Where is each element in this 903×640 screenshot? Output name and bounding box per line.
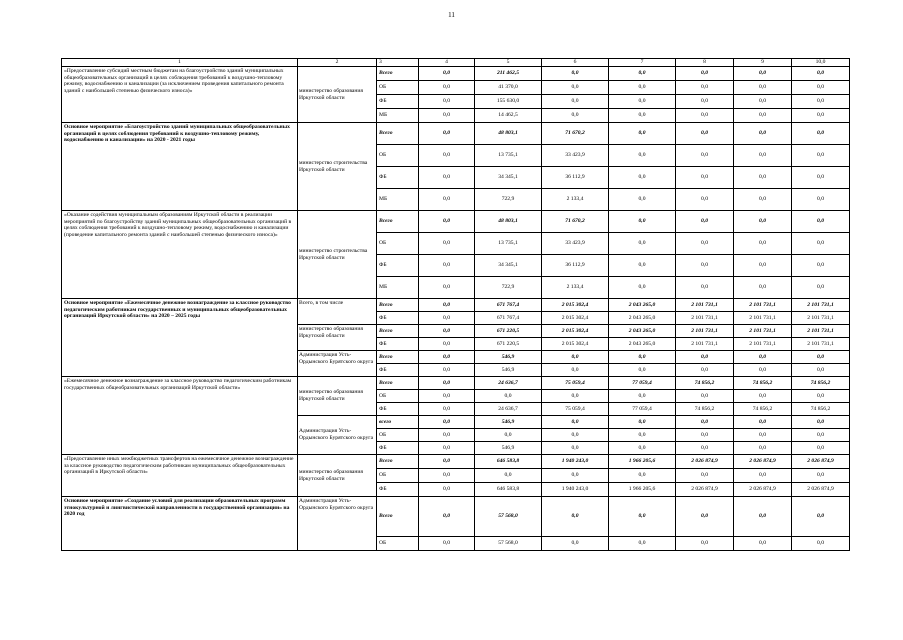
amount-cell: 0,0 [734, 351, 792, 364]
amount-cell: 0,0 [676, 81, 734, 95]
funding-source: Всего [377, 351, 419, 364]
funding-source: ОБ [377, 81, 419, 95]
amount-cell: 0,0 [542, 351, 609, 364]
amount-cell: 546,9 [475, 351, 542, 364]
executor-cell: министерство образования Иркутской области [298, 377, 377, 416]
amount-cell: 0,0 [609, 469, 676, 483]
amount-cell: 0,0 [734, 145, 792, 167]
amount-cell: 33 423,9 [542, 145, 609, 167]
funding-source: ФБ [377, 167, 419, 189]
executor-cell: министерство строительства Иркутской области [298, 123, 377, 211]
amount-cell: 1 940 243,0 [542, 455, 609, 469]
amount-cell: 57 568,0 [475, 497, 542, 537]
executor-cell: министерство образования Иркутской области [298, 67, 377, 123]
executor-cell: министерство строительства Иркутской области [298, 211, 377, 299]
funding-source: ОБ [377, 233, 419, 255]
amount-cell: 2 101 731,1 [676, 325, 734, 338]
amount-cell: 671 767,4 [475, 299, 542, 312]
amount-cell: 0,0 [734, 109, 792, 123]
executor-cell: министерство образования Иркутской области [298, 455, 377, 497]
amount-cell: 0,0 [734, 189, 792, 211]
amount-cell: 2 026 874,9 [734, 483, 792, 497]
amount-cell: 0,0 [792, 469, 850, 483]
funding-source: МБ [377, 277, 419, 299]
amount-cell: 0,0 [419, 325, 475, 338]
funding-source: ФБ [377, 364, 419, 377]
col-header: 8 [676, 59, 734, 67]
amount-cell: 0,0 [475, 469, 542, 483]
activity-description: Основное мероприятие «Создание условий для реализации образовательных программ этнокультурной и лингвистической направленности в государственной организации» на 2020 год [62, 497, 298, 551]
col-header: 10,0 [792, 59, 850, 67]
amount-cell: 0,0 [419, 312, 475, 325]
amount-cell: 0,0 [419, 255, 475, 277]
amount-cell: 0,0 [475, 390, 542, 403]
amount-cell: 2 043 265,0 [609, 312, 676, 325]
amount-cell: 0,0 [792, 167, 850, 189]
amount-cell: 0,0 [676, 277, 734, 299]
amount-cell: 0,0 [609, 95, 676, 109]
amount-cell: 2 101 731,1 [734, 299, 792, 312]
amount-cell: 2 043 265,0 [609, 325, 676, 338]
amount-cell: 0,0 [419, 211, 475, 233]
amount-cell: 0,0 [734, 211, 792, 233]
amount-cell: 0,0 [734, 442, 792, 455]
amount-cell: 0,0 [542, 67, 609, 81]
amount-cell: 0,0 [792, 390, 850, 403]
amount-cell: 546,9 [475, 364, 542, 377]
amount-cell: 0,0 [475, 429, 542, 442]
amount-cell: 0,0 [676, 109, 734, 123]
amount-cell: 0,0 [676, 233, 734, 255]
amount-cell: 0,0 [792, 255, 850, 277]
amount-cell: 722,9 [475, 189, 542, 211]
table-row [62, 497, 850, 537]
amount-cell: 0,0 [609, 277, 676, 299]
amount-cell: 33 423,9 [542, 233, 609, 255]
table-row [62, 67, 850, 81]
amount-cell: 646 583,8 [475, 455, 542, 469]
amount-cell: 0,0 [419, 455, 475, 469]
amount-cell: 0,0 [676, 145, 734, 167]
funding-source: Всего [377, 211, 419, 233]
amount-cell: 0,0 [734, 95, 792, 109]
funding-source: ОБ [377, 390, 419, 403]
amount-cell: 0,0 [419, 497, 475, 537]
amount-cell: 2 101 731,1 [676, 338, 734, 351]
amount-cell: 0,0 [419, 338, 475, 351]
amount-cell: 0,0 [419, 416, 475, 429]
amount-cell: 2 015 302,4 [542, 338, 609, 351]
amount-cell: 0,0 [734, 233, 792, 255]
amount-cell: 0,0 [734, 390, 792, 403]
table-body [62, 67, 850, 551]
amount-cell: 211 462,5 [475, 67, 542, 81]
amount-cell: 2 043 265,0 [609, 299, 676, 312]
amount-cell: 2 026 874,9 [792, 455, 850, 469]
amount-cell: 0,0 [792, 123, 850, 145]
executor-cell: Администрация Усть-Ордынского Бурятского округа [298, 351, 377, 377]
funding-source: Всего [377, 299, 419, 312]
amount-cell: 0,0 [419, 364, 475, 377]
amount-cell: 671 767,4 [475, 312, 542, 325]
amount-cell: 0,0 [419, 351, 475, 364]
amount-cell: 0,0 [419, 189, 475, 211]
amount-cell: 0,0 [676, 189, 734, 211]
table-row [62, 211, 850, 233]
amount-cell: 0,0 [676, 497, 734, 537]
funding-source: ФБ [377, 483, 419, 497]
amount-cell: 0,0 [676, 95, 734, 109]
amount-cell: 722,9 [475, 277, 542, 299]
amount-cell: 2 043 265,0 [609, 338, 676, 351]
amount-cell: 0,0 [792, 442, 850, 455]
amount-cell: 0,0 [734, 81, 792, 95]
amount-cell: 0,0 [676, 390, 734, 403]
amount-cell: 0,0 [792, 277, 850, 299]
amount-cell: 0,0 [792, 67, 850, 81]
table-row [62, 377, 850, 390]
amount-cell: 0,0 [792, 81, 850, 95]
amount-cell: 0,0 [542, 442, 609, 455]
funding-source: МБ [377, 189, 419, 211]
amount-cell: 646 583,8 [475, 483, 542, 497]
amount-cell: 0,0 [542, 469, 609, 483]
amount-cell: 13 735,1 [475, 145, 542, 167]
amount-cell: 2 133,4 [542, 277, 609, 299]
table-row [62, 299, 850, 312]
amount-cell: 0,0 [419, 442, 475, 455]
amount-cell: 0,0 [676, 442, 734, 455]
page-number: 11 [448, 11, 455, 19]
funding-source: ОБ [377, 145, 419, 167]
funding-source: ОБ [377, 429, 419, 442]
amount-cell: 0,0 [792, 189, 850, 211]
funding-source: Всего [377, 377, 419, 390]
amount-cell: 2 026 874,9 [734, 455, 792, 469]
budget-table [61, 58, 850, 551]
amount-cell: 546,9 [475, 442, 542, 455]
activity-description: «Ежемесячное денежное вознаграждение за классное руководство педагогическим работникам государственных общеобразовательных организаций Иркутской области» [62, 377, 298, 455]
amount-cell: 0,0 [419, 469, 475, 483]
amount-cell: 0,0 [609, 364, 676, 377]
col-header: 7 [609, 59, 676, 67]
amount-cell: 0,0 [792, 95, 850, 109]
amount-cell: 0,0 [734, 364, 792, 377]
activity-description: «Предоставление иных межбюджетных трансфертов на ежемесячное денежное вознаграждение за классное руководство педагогическим работникам муниципальных общеобразовательных организаций в Иркутской области» [62, 455, 298, 497]
amount-cell: 0,0 [609, 442, 676, 455]
amount-cell: 0,0 [734, 416, 792, 429]
amount-cell: 13 735,1 [475, 233, 542, 255]
amount-cell: 0,0 [609, 416, 676, 429]
amount-cell: 0,0 [734, 67, 792, 81]
amount-cell: 0,0 [676, 67, 734, 81]
executor-cell: министерство образования Иркутской области [298, 325, 377, 351]
amount-cell: 0,0 [676, 416, 734, 429]
amount-cell: 0,0 [792, 145, 850, 167]
amount-cell: 0,0 [792, 351, 850, 364]
funding-source: ФБ [377, 312, 419, 325]
col-header: 6 [542, 59, 609, 67]
col-header: 3 [377, 59, 419, 67]
funding-source: МБ [377, 109, 419, 123]
amount-cell: 36 112,9 [542, 255, 609, 277]
amount-cell: 0,0 [419, 483, 475, 497]
header-row [62, 59, 850, 67]
amount-cell: 74 856,2 [734, 403, 792, 416]
activity-description: Основное мероприятие «Благоустройство зданий муниципальных общеобразовательных организаций в целях соблюдения требований к воздушно-тепловому режиму, водоснабжению и канализации» на 2020 - 2021 годы [62, 123, 298, 211]
amount-cell: 0,0 [419, 67, 475, 81]
amount-cell: 2 101 731,1 [676, 299, 734, 312]
amount-cell: 74 856,2 [734, 377, 792, 390]
funding-source: ФБ [377, 338, 419, 351]
col-header: 2 [298, 59, 377, 67]
amount-cell: 0,0 [609, 537, 676, 551]
activity-description: Основное мероприятие «Ежемесячное денежное вознаграждение за классное руководство педагогическим работникам государственных и муниципальных общеобразовательных организаций Иркутской области» на 2020 – 2025 годы [62, 299, 298, 377]
amount-cell: 24 636,7 [475, 377, 542, 390]
amount-cell: 74 856,2 [792, 403, 850, 416]
amount-cell: 71 670,2 [542, 123, 609, 145]
col-header: 5 [475, 59, 542, 67]
amount-cell: 0,0 [792, 416, 850, 429]
amount-cell: 0,0 [542, 429, 609, 442]
amount-cell: 2 101 731,1 [792, 338, 850, 351]
amount-cell: 14 462,5 [475, 109, 542, 123]
amount-cell: 2 101 731,1 [734, 338, 792, 351]
amount-cell: 0,0 [734, 497, 792, 537]
amount-cell: 0,0 [419, 167, 475, 189]
amount-cell: 0,0 [419, 81, 475, 95]
amount-cell: 2 026 874,9 [676, 483, 734, 497]
col-header: 4 [419, 59, 475, 67]
amount-cell: 546,9 [475, 416, 542, 429]
amount-cell: 0,0 [734, 123, 792, 145]
amount-cell: 0,0 [676, 123, 734, 145]
amount-cell: 671 220,5 [475, 338, 542, 351]
amount-cell: 77 059,4 [609, 377, 676, 390]
amount-cell: 2 101 731,1 [792, 299, 850, 312]
amount-cell: 0,0 [419, 95, 475, 109]
executor-cell: Администрация Усть-Ордынского Бурятского округа [298, 497, 377, 551]
amount-cell: 0,0 [734, 167, 792, 189]
executor-cell: Всего, в том числе [298, 299, 377, 325]
amount-cell: 155 630,0 [475, 95, 542, 109]
table-row [62, 123, 850, 145]
amount-cell: 0,0 [609, 390, 676, 403]
amount-cell: 0,0 [609, 109, 676, 123]
amount-cell: 0,0 [609, 67, 676, 81]
amount-cell: 0,0 [419, 403, 475, 416]
amount-cell: 0,0 [676, 211, 734, 233]
amount-cell: 0,0 [419, 299, 475, 312]
amount-cell: 671 220,5 [475, 325, 542, 338]
amount-cell: 0,0 [792, 429, 850, 442]
amount-cell: 0,0 [609, 123, 676, 145]
amount-cell: 0,0 [676, 469, 734, 483]
amount-cell: 0,0 [609, 351, 676, 364]
amount-cell: 0,0 [609, 233, 676, 255]
funding-source: Всего [377, 123, 419, 145]
amount-cell: 0,0 [419, 429, 475, 442]
funding-source: ФБ [377, 442, 419, 455]
amount-cell: 34 345,1 [475, 255, 542, 277]
amount-cell: 0,0 [542, 497, 609, 537]
amount-cell: 0,0 [542, 81, 609, 95]
amount-cell: 2 133,4 [542, 189, 609, 211]
amount-cell: 2 015 302,4 [542, 299, 609, 312]
amount-cell: 75 059,4 [542, 377, 609, 390]
amount-cell: 0,0 [734, 469, 792, 483]
amount-cell: 0,0 [609, 189, 676, 211]
amount-cell: 48 803,1 [475, 211, 542, 233]
amount-cell: 77 059,4 [609, 403, 676, 416]
funding-source: ФБ [377, 403, 419, 416]
amount-cell: 0,0 [792, 211, 850, 233]
executor-cell: Администрация Усть-Ордынского Бурятского округа [298, 416, 377, 455]
activity-description: «Оказание содействия муниципальным образованиям Иркутской области в реализации мероприятий по благоустройству зданий муниципальных общеобразовательных организаций в целях соблюдения требований к воздушно-тепловому режиму, водоснабжению и канализации (проведение капитального ремонта зданий с наибольшей степенью физического износа)» [62, 211, 298, 299]
amount-cell: 0,0 [419, 537, 475, 551]
amount-cell: 0,0 [419, 109, 475, 123]
amount-cell: 0,0 [609, 211, 676, 233]
amount-cell: 0,0 [676, 364, 734, 377]
funding-source: ОБ [377, 537, 419, 551]
amount-cell: 0,0 [792, 109, 850, 123]
amount-cell: 0,0 [419, 233, 475, 255]
amount-cell: 74 856,2 [676, 377, 734, 390]
funding-source: Всего [377, 67, 419, 81]
amount-cell: 0,0 [542, 390, 609, 403]
amount-cell: 0,0 [734, 255, 792, 277]
amount-cell: 0,0 [676, 255, 734, 277]
amount-cell: 0,0 [792, 537, 850, 551]
funding-source: ФБ [377, 255, 419, 277]
amount-cell: 0,0 [609, 255, 676, 277]
amount-cell: 2 101 731,1 [676, 312, 734, 325]
amount-cell: 0,0 [676, 167, 734, 189]
amount-cell: 0,0 [419, 145, 475, 167]
amount-cell: 1 940 243,0 [542, 483, 609, 497]
funding-source: всего [377, 416, 419, 429]
amount-cell: 0,0 [734, 429, 792, 442]
amount-cell: 1 966 205,6 [609, 455, 676, 469]
amount-cell: 2 101 731,1 [792, 325, 850, 338]
amount-cell: 41 370,0 [475, 81, 542, 95]
amount-cell: 75 059,4 [542, 403, 609, 416]
amount-cell: 0,0 [542, 416, 609, 429]
amount-cell: 0,0 [609, 81, 676, 95]
amount-cell: 36 112,9 [542, 167, 609, 189]
amount-cell: 2 101 731,1 [792, 312, 850, 325]
amount-cell: 0,0 [419, 390, 475, 403]
amount-cell: 0,0 [676, 351, 734, 364]
amount-cell: 74 856,2 [792, 377, 850, 390]
funding-source: ОБ [377, 469, 419, 483]
amount-cell: 0,0 [734, 537, 792, 551]
amount-cell: 71 670,2 [542, 211, 609, 233]
amount-cell: 0,0 [792, 497, 850, 537]
amount-cell: 2 015 302,4 [542, 312, 609, 325]
funding-source: Всего [377, 497, 419, 537]
funding-source: Всего [377, 325, 419, 338]
amount-cell: 1 966 205,6 [609, 483, 676, 497]
amount-cell: 0,0 [542, 537, 609, 551]
amount-cell: 0,0 [419, 277, 475, 299]
amount-cell: 0,0 [676, 537, 734, 551]
amount-cell: 2 026 874,9 [676, 455, 734, 469]
amount-cell: 0,0 [419, 123, 475, 145]
funding-source: ФБ [377, 95, 419, 109]
amount-cell: 0,0 [609, 497, 676, 537]
amount-cell: 2 015 302,4 [542, 325, 609, 338]
table-row [62, 455, 850, 469]
amount-cell: 74 856,2 [676, 403, 734, 416]
amount-cell: 48 803,1 [475, 123, 542, 145]
funding-source: Всего [377, 455, 419, 469]
amount-cell: 0,0 [542, 109, 609, 123]
amount-cell: 0,0 [542, 95, 609, 109]
amount-cell: 0,0 [419, 377, 475, 390]
col-header: 9 [734, 59, 792, 67]
col-header: 1 [62, 59, 298, 67]
amount-cell: 0,0 [676, 429, 734, 442]
amount-cell: 0,0 [609, 429, 676, 442]
amount-cell: 0,0 [609, 145, 676, 167]
amount-cell: 24 636,7 [475, 403, 542, 416]
amount-cell: 34 345,1 [475, 167, 542, 189]
amount-cell: 2 026 874,9 [792, 483, 850, 497]
amount-cell: 0,0 [609, 167, 676, 189]
amount-cell: 0,0 [734, 277, 792, 299]
amount-cell: 2 101 731,1 [734, 312, 792, 325]
amount-cell: 0,0 [792, 364, 850, 377]
activity-description: «Предоставление субсидий местным бюджетам на благоустройство зданий муниципальных общеобразовательных организаций в целях соблюдения требований к воздушно-тепловому режиму, водоснабжению и канализации (за исключением проведения капитального ремонта зданий с наибольшей степенью физического износа)» [62, 67, 298, 123]
amount-cell: 2 101 731,1 [734, 325, 792, 338]
amount-cell: 57 568,0 [475, 537, 542, 551]
amount-cell: 0,0 [542, 364, 609, 377]
amount-cell: 0,0 [792, 233, 850, 255]
